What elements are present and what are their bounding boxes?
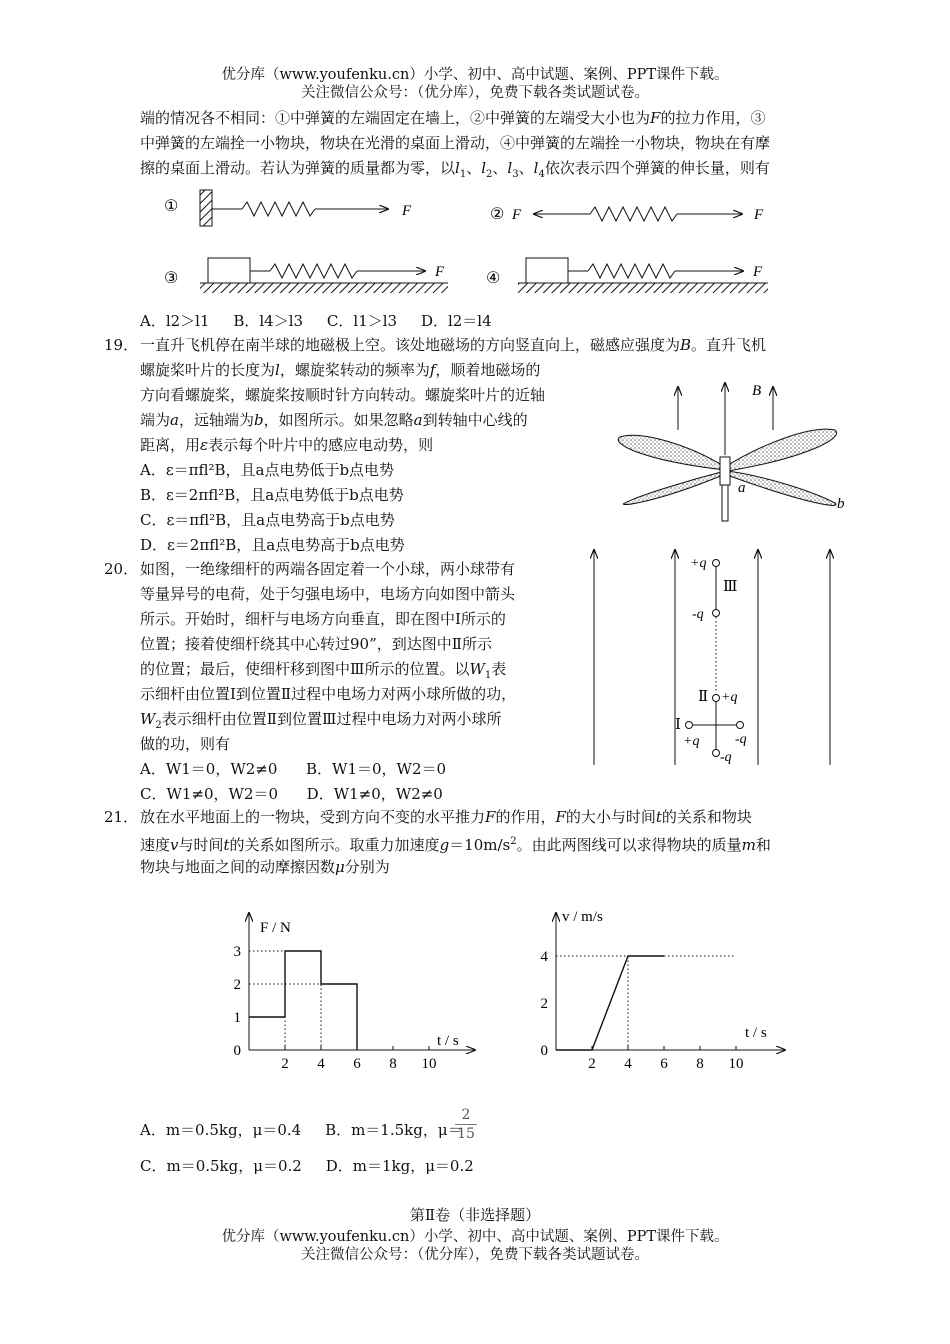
x-tick-label: 8 [696,1056,704,1072]
y-tick-label: 0 [233,1043,241,1059]
q21-option-b: B．m＝1.5kg，μ＝ [325,1121,463,1139]
x-tick-label: 2 [588,1056,596,1072]
q20-options-row-1 [140,757,446,781]
b-field-label: B [752,383,762,399]
q18-option-d: D．l2＝l4 [420,312,492,330]
q18-options [140,309,492,333]
force-label-1: F [402,203,412,219]
i-minus-q: -q [735,732,747,747]
x-tick-label: 10 [421,1056,437,1072]
x-axis-label: t / s [437,1033,459,1049]
q21-line-1: 放在水平地面上的一物块，受到方向不变的水平推力F的作用，F的大小与时间t的关系和物块 [140,808,752,826]
force-label-2l: F [512,207,522,223]
x-tick-label: 6 [353,1056,361,1072]
position-iii-label: Ⅲ [723,579,738,595]
y-tick-label: 0 [540,1043,548,1059]
force-label-4: F [753,264,763,280]
iii-minus-q: -q [692,607,704,622]
x-tick-label: 10 [728,1056,744,1072]
ii-plus-q: +q [721,690,738,705]
q21-number: 21． [104,808,139,826]
q19-option-b: B．ε＝2πfl²B，且a点电势低于b点电势 [140,486,404,504]
x-tick-label: 8 [389,1056,397,1072]
fraction-numerator: 2 [455,1106,477,1125]
q20-number: 20． [104,560,139,578]
q21-option-a: A．m＝0.5kg，μ＝0.4 [140,1121,302,1139]
series-line [556,956,664,1050]
iii-plus-q: +q [690,556,707,571]
diagram-label-3: ③ [164,270,179,287]
q20-option-a: A．W1＝0，W2≠0 [140,760,278,778]
q20-line-8: 做的功，则有 [140,735,231,753]
force-time-chart [225,905,485,1075]
q19-option-d: D．ε＝2πfl²B，且a点电势高于b点电势 [140,536,405,554]
q18-line-2: 中弹簧的左端拴一小物块，物块在光滑的桌面上滑动，④中弹簧的左端拴一小物块，物块在有摩 [140,134,771,152]
position-i-label: Ⅰ [675,717,681,733]
header-line-2: 关注微信公众号：（优分库），免费下载各类试题试卷。 [301,85,649,101]
diagram-label-4: ④ [486,270,501,287]
electric-field-figure [580,545,850,770]
q19-line-3: 方向看螺旋桨，螺旋桨按顺时针方向转动。螺旋桨叶片的近轴 [140,386,546,404]
q19-option-c: C．ε＝πfl²B，且a点电势高于b点电势 [140,511,395,529]
q21-options-row-2 [140,1154,474,1178]
q18-option-b: B．l4＞l3 [233,312,304,330]
y-tick-label: 2 [233,977,241,993]
x-tick-label: 6 [660,1056,668,1072]
q21-line-2: 速度v与时间t的关系如图所示。取重力加速度$g=10m/s^2$。由此两图线可以求得物块的质量m和 [140,836,771,854]
q21-line-3: 物块与地面之间的动摩擦因数μ分别为 [140,858,390,876]
q21-option-c: C．m＝0.5kg，μ＝0.2 [140,1157,302,1175]
x-tick-label: 4 [624,1056,632,1072]
y-axis-label: F / N [260,920,291,936]
diagram-label-2: ② [490,206,505,223]
propeller-figure [610,375,850,525]
x-tick-label: 2 [281,1056,289,1072]
footer-line-1: 优分库（www.youfenku.cn）小学、初中、高中试题、案例、PPT课件下载。 [221,1229,729,1245]
footer-line-2: 关注微信公众号：（优分库），免费下载各类试题试卷。 [301,1247,649,1263]
spring-diagrams [150,185,800,300]
section-title: 第Ⅱ卷（非选择题） [409,1206,541,1224]
position-ii-label: Ⅱ [698,689,709,705]
q20-line-7: $W_2$表示细杆由位置Ⅱ到位置Ⅲ过程中电场力对两小球所 [140,710,502,731]
q20-line-2: 等量异号的电荷，处于匀强电场中，电场方向如图中箭头 [140,585,516,603]
q19-line-2: 螺旋桨叶片的长度为l，螺旋桨转动的频率为f，顺着地磁场的 [140,361,541,379]
series-line [249,951,357,1050]
q18-option-c: C．l1＞l3 [326,312,398,330]
q21-options-row-1 [140,1118,463,1142]
q20-line-1: 如图，一绝缘细杆的两端各固定着一个小球，两小球带有 [140,560,516,578]
q19-option-a: A．ε＝πfl²B，且a点电势低于b点电势 [140,461,395,479]
y-tick-label: 1 [233,1010,241,1026]
q19-line-4: 端为a，远轴端为b，如图所示。如果忽略a到转轴中心线的 [140,411,528,429]
y-axis-label: v / m/s [562,909,603,925]
velocity-time-chart [530,905,800,1075]
q18-line-1: 端的情况各不相同：①中弹簧的左端固定在墙上，②中弹簧的左端受大小也为F的拉力作用，③ [140,109,766,127]
i-plus-q: +q [683,734,700,749]
q20-line-5: 的位置；最后，使细杆移到图中Ⅲ所示的位置。以$W_1$表 [140,660,507,681]
q19-line-5: 距离，用ε表示每个叶片中的感应电动势，则 [140,436,434,454]
q19-number: 19． [104,336,139,354]
point-b-label: b [837,496,845,512]
ii-minus-q: -q [720,750,732,765]
q18-option-a: A．l2＞l1 [140,312,210,330]
q20-option-c: C．W1≠0，W2＝0 [140,785,279,803]
q20-option-d: D．W1≠0，W2≠0 [306,785,443,803]
q19-line-1: 一直升飞机停在南半球的地磁极上空。该处地磁场的方向竖直向上，磁感应强度为B。直升飞机 [140,336,767,354]
header-line-1: 优分库（www.youfenku.cn）小学、初中、高中试题、案例、PPT课件下载。 [221,67,729,83]
x-tick-label: 4 [317,1056,325,1072]
point-a-label: a [738,480,746,496]
y-tick-label: 2 [540,996,548,1012]
x-axis-label: t / s [745,1025,767,1041]
force-label-3: F [435,264,445,280]
y-tick-label: 3 [233,944,241,960]
q20-line-3: 所示。开始时，细杆与电场方向垂直，即在图中Ⅰ所示的 [140,610,506,628]
q21-option-d: D．m＝1kg，μ＝0.2 [325,1157,474,1175]
q18-line-3: 擦的桌面上滑动。若认为弹簧的质量都为零，以$l_1$、$l_2$、$l_3$、$l_4$依次表示四个弹簧的伸长量，则有 [140,159,770,180]
fraction-denominator: 15 [457,1126,475,1142]
y-tick-label: 4 [540,949,548,965]
q20-line-4: 位置；接着使细杆绕其中心转过90”，到达图中Ⅱ所示 [140,635,492,653]
q20-line-6: 示细杆由位置Ⅰ到位置Ⅱ过程中电场力对两小球所做的功， [140,685,517,703]
diagram-label-1: ① [164,198,179,215]
q20-options-row-2 [140,782,443,806]
force-label-2r: F [754,207,764,223]
q20-option-b: B．W1＝0，W2＝0 [306,760,447,778]
q21-fraction [455,1106,477,1143]
